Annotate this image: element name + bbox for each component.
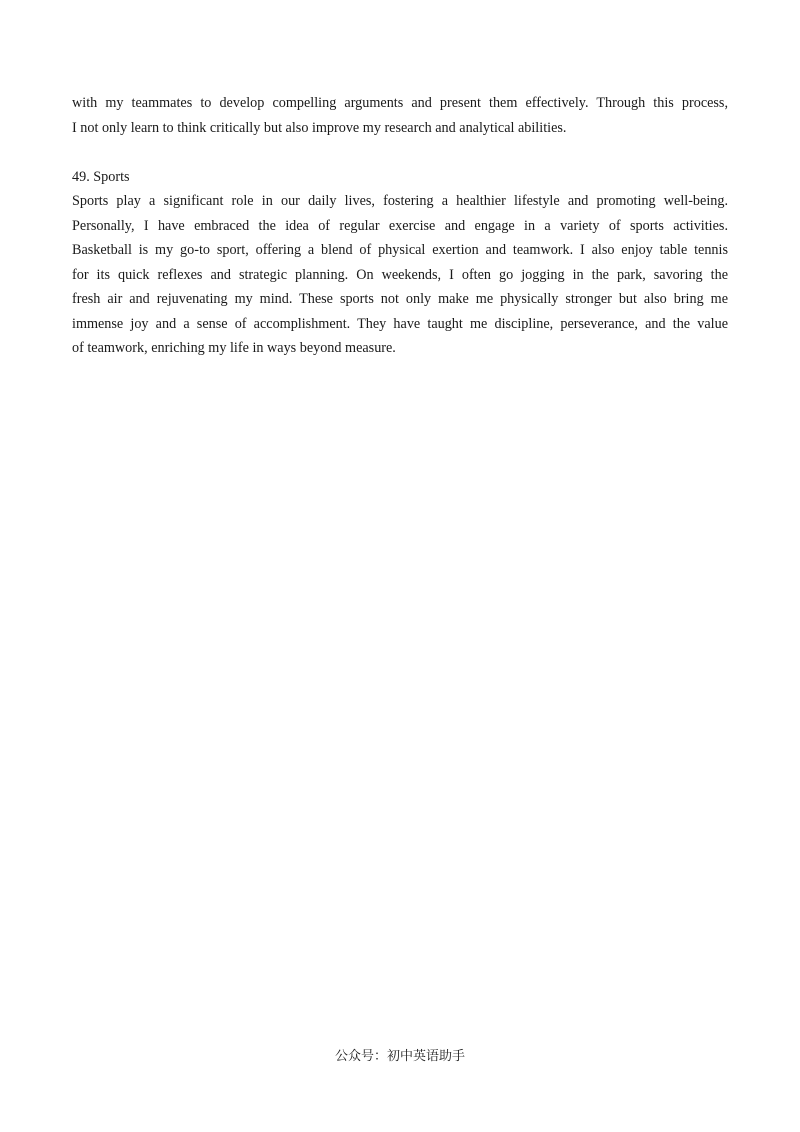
paragraph-line: with my teammates to develop compelling arguments and present them effectively. Through this process, <box>72 95 728 111</box>
sports-paragraph <box>72 189 728 361</box>
paragraph-line: of teamwork, enriching my life in ways beyond measure. <box>72 340 396 356</box>
section-heading: 49. Sports <box>72 168 130 185</box>
paragraph-line: Sports play a significant role in our daily lives, fostering a healthier lifestyle and promoting well-being. <box>72 193 728 209</box>
page-footer: 公众号：初中英语助手 <box>334 1049 465 1064</box>
paragraph-line: Basketball is my go-to sport, offering a blend of physical exertion and teamwork. I also enjoy table tennis <box>72 242 728 258</box>
paragraph-line: I not only learn to think critically but also improve my research and analytical abilities. <box>72 119 567 136</box>
paragraph-line: fresh air and rejuvenating my mind. These sports not only make me physically stronger but also bring me <box>72 291 728 307</box>
page-content <box>72 91 728 361</box>
paragraph-line: immense joy and a sense of accomplishment. They have taught me discipline, perseverance, and the value <box>72 315 728 332</box>
intro-paragraph <box>72 91 728 140</box>
paragraph-line: Personally, I have embraced the idea of regular exercise and engage in a variety of sports activities. <box>72 217 728 234</box>
paragraph-line: for its quick reflexes and strategic planning. On weekends, I often go jogging in the park, savoring the <box>72 266 728 283</box>
